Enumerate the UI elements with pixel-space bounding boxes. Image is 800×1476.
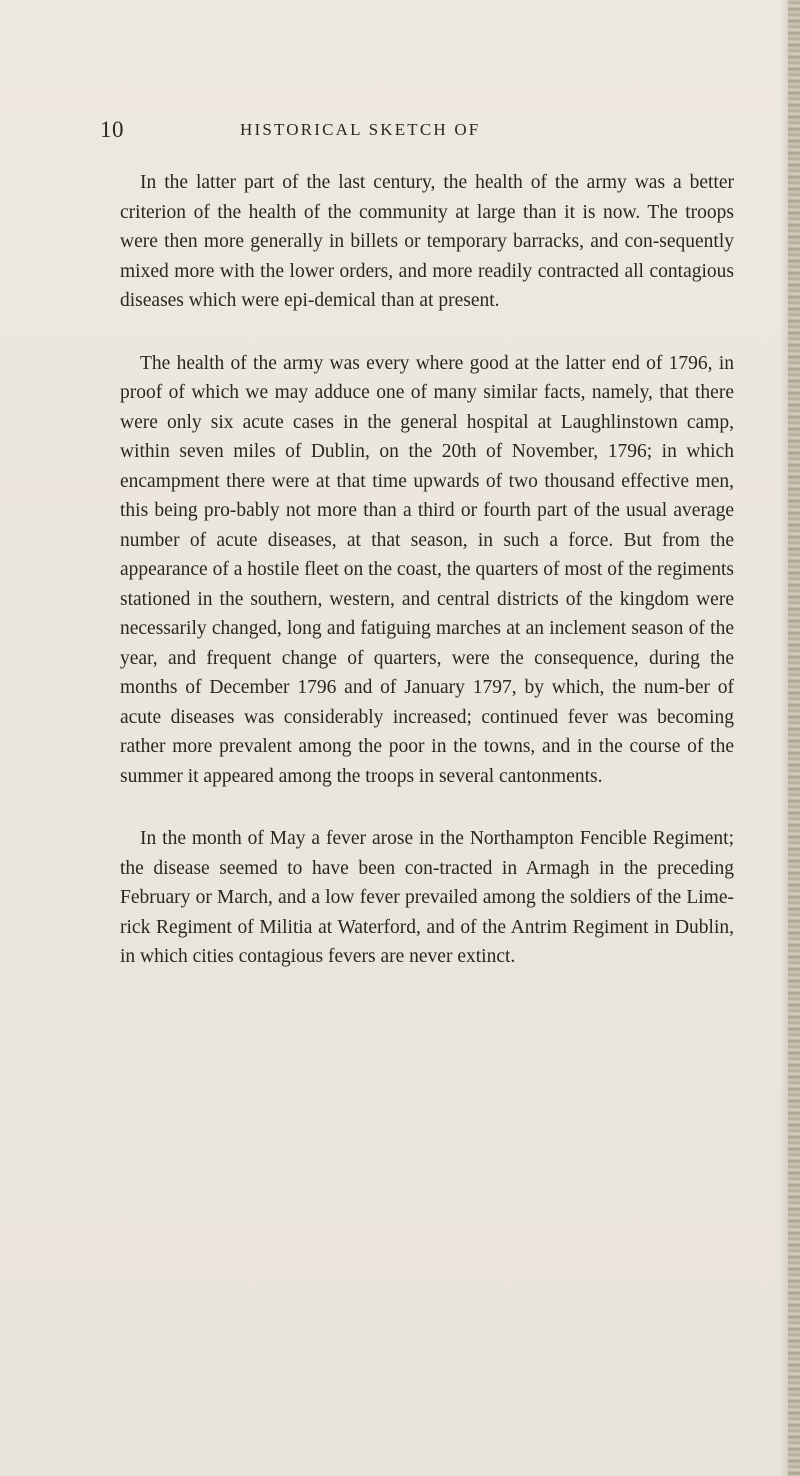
running-title: HISTORICAL SKETCH OF: [240, 120, 481, 139]
body-text: [120, 168, 734, 972]
paragraph-1: In the latter part of the last century, the health of the army was a better criterion of the health of the community at large than it is now. The troops were then more generally in billets or temporary barracks, and con-sequently mixed more with the lower orders, and more readily contracted all contagious diseases which were epi-demical than at present.: [120, 172, 734, 311]
page-number: 10: [100, 117, 124, 142]
paragraph-3: In the month of May a fever arose in the Northampton Fencible Regiment; the disease seemed to have been con-tracted in Armagh in the preceding February or March, and a low fever prevailed among the soldiers of the Lime-rick Regiment of Militia at Waterford, and of the Antrim Regiment in Dublin, in which cities contagious fevers are never extinct.: [120, 828, 734, 967]
running-head: [100, 117, 728, 147]
paragraph-2: The health of the army was every where good at the latter end of 1796, in proof of which we may adduce one of many similar facts, namely, that there were only six acute cases in the general hospital at Laughlinstown camp, within seven miles of Dublin, on the 20th of November, 1796; in which encampment there were at that time upwards of two thousand effective men, this being pro-bably not more than a third or fourth part of the usual average number of acute diseases, at that season, in such a force. But from the appearance of a hostile fleet on the coast, the quarters of most of the regiments stationed in the southern, western, and central districts of the kingdom were necessarily changed, long and fatiguing marches at an inclement season of the year, and frequent change of quarters, were the consequence, during the months of December 1796 and of January 1797, by which, the num-ber of acute diseases was considerably increased; continued fever was becoming rather more prevalent among the poor in the towns, and in the course of the summer it appeared among the troops in several cantonments.: [120, 352, 734, 787]
page-gutter-shadow: [780, 0, 788, 1476]
page-edge: [788, 0, 800, 1476]
